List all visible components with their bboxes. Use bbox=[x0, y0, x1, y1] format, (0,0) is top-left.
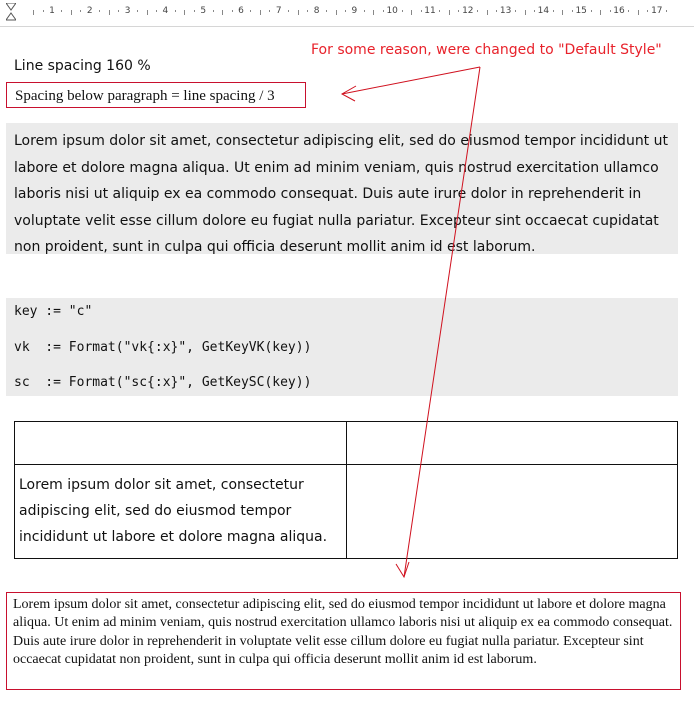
arrow-head-paragraph bbox=[396, 562, 409, 577]
ruler-number: 15 bbox=[575, 6, 587, 16]
ruler-scale bbox=[0, 6, 694, 18]
ruler-tick bbox=[109, 10, 110, 15]
ruler-tick bbox=[411, 10, 412, 15]
ruler-tick bbox=[373, 10, 374, 15]
ruler-tick bbox=[80, 10, 81, 12]
ruler-number: 16 bbox=[613, 6, 625, 16]
code-block bbox=[6, 298, 678, 396]
ruler-tick bbox=[572, 10, 573, 12]
ruler-tick bbox=[260, 10, 261, 15]
ruler-number: 6 bbox=[238, 6, 244, 16]
code-line: vk := Format("vk{:x}", GetKeyVK(key)) bbox=[14, 339, 312, 355]
table-cell[interactable] bbox=[347, 465, 678, 559]
ruler-tick bbox=[421, 10, 422, 12]
ruler-number: 10 bbox=[386, 6, 398, 16]
ruler-tick bbox=[610, 10, 611, 12]
arrow-to-note bbox=[342, 67, 480, 94]
ruler-tick bbox=[628, 10, 629, 12]
default-style-paragraph: Lorem ipsum dolor sit amet, consectetur adipiscing elit, sed do eiusmod tempor incididunt ut labore et dolore magna aliqua. Ut enim ad minim veniam, quis nostrud exercitation ullamco laboris nisi ut aliquip ex ea commodo consequat. Duis aute irure dolor in reprehenderit in voluptate velit esse cillum dolore eu fugiat nulla pariatur. Excepteur sint occaecat cupidatat non proident, sunt in culpa qui officia deserunt mollit anim id est laborum. bbox=[6, 592, 681, 690]
ruler-tick bbox=[553, 10, 554, 12]
shaded-paragraph: Lorem ipsum dolor sit amet, consectetur adipiscing elit, sed do eiusmod tempor incididunt ut labore et dolore magna aliqua. Ut enim ad minim veniam, quis nostrud exercitation ullamco laboris nisi ut aliquip ex ea commodo consequat. Duis aute irure dolor in reprehenderit in voluptate velit esse cillum dolore eu fugiat nulla pariatur. Excepteur sint occaecat cupidatat non proident, sunt in culpa qui officia deserunt mollit anim id est laborum. bbox=[6, 123, 678, 254]
ruler-tick bbox=[591, 10, 592, 12]
table-cell[interactable] bbox=[347, 422, 678, 465]
ruler-tick bbox=[487, 10, 488, 15]
ruler-tick bbox=[250, 10, 251, 12]
ruler-tick bbox=[364, 10, 365, 12]
ruler-tick bbox=[449, 10, 450, 15]
ruler-number: 1 bbox=[49, 6, 55, 16]
table-cell[interactable] bbox=[15, 465, 347, 559]
ruler-tick bbox=[307, 10, 308, 12]
ruler-tick bbox=[147, 10, 148, 15]
spacing-note-text: Spacing below paragraph = line spacing / 3 bbox=[15, 88, 275, 104]
ruler-tick bbox=[269, 10, 270, 12]
ruler-tick bbox=[33, 10, 34, 15]
ruler-tick bbox=[345, 10, 346, 12]
ruler-tick bbox=[137, 10, 138, 12]
ruler-tick bbox=[194, 10, 195, 12]
ruler-tick bbox=[336, 10, 337, 15]
ruler-tick bbox=[383, 10, 384, 12]
ruler-number: 2 bbox=[86, 6, 93, 16]
ruler-number: 11 bbox=[424, 6, 436, 16]
ruler-number: 14 bbox=[537, 6, 550, 16]
table-row bbox=[15, 422, 678, 465]
ruler-tick bbox=[298, 10, 299, 15]
ruler-tick bbox=[477, 10, 478, 12]
code-line: key := "c" bbox=[14, 304, 93, 319]
ruler-tick bbox=[175, 10, 176, 12]
ruler-tick bbox=[666, 10, 667, 12]
ruler-number: 9 bbox=[351, 6, 358, 16]
ruler-tick bbox=[647, 10, 648, 12]
ruler-tick bbox=[562, 10, 563, 15]
ruler-tick bbox=[515, 10, 516, 12]
document-table bbox=[14, 421, 678, 559]
line-spacing-text: Line spacing 160 % bbox=[14, 58, 151, 74]
ruler-tick bbox=[232, 10, 233, 12]
ruler-number: 5 bbox=[200, 6, 207, 16]
ruler-tick bbox=[222, 10, 223, 15]
ruler-tick bbox=[638, 10, 639, 15]
annotation-text: For some reason, were changed to "Default Style" bbox=[311, 42, 662, 58]
ruler-number: 13 bbox=[499, 6, 512, 16]
ruler-tick bbox=[61, 10, 62, 12]
ruler-number: 8 bbox=[313, 6, 320, 16]
ruler-tick bbox=[184, 10, 185, 15]
ruler-tick bbox=[213, 10, 214, 12]
ruler-tick bbox=[458, 10, 459, 12]
ruler-tick bbox=[326, 10, 327, 12]
ruler-tick bbox=[525, 10, 526, 15]
ruler-tick bbox=[43, 10, 44, 12]
ruler-number: 12 bbox=[462, 6, 474, 16]
ruler-tick bbox=[71, 10, 72, 15]
ruler-number: 7 bbox=[275, 6, 282, 16]
ruler-tick bbox=[496, 10, 497, 12]
table-cell[interactable] bbox=[15, 422, 347, 465]
table-row bbox=[15, 465, 678, 559]
table-cell-text: Lorem ipsum dolor sit amet, consectetur adipiscing elit, sed do eiusmod tempor incididunt ut labore et dolore magna aliqua. bbox=[19, 477, 328, 545]
ruler-number: 3 bbox=[124, 6, 131, 16]
code-line: sc := Format("sc{:x}", GetKeySC(key)) bbox=[14, 375, 312, 390]
ruler-tick bbox=[534, 10, 535, 12]
ruler-number: 4 bbox=[162, 6, 169, 16]
ruler-tick bbox=[439, 10, 440, 12]
spacing-note-box bbox=[6, 82, 306, 108]
ruler-tick bbox=[156, 10, 157, 12]
ruler-tick bbox=[288, 10, 289, 12]
horizontal-ruler[interactable] bbox=[0, 0, 694, 27]
ruler-tick bbox=[99, 10, 100, 12]
ruler-tick bbox=[600, 10, 601, 15]
ruler-tick bbox=[118, 10, 119, 12]
arrow-head-note bbox=[342, 86, 356, 101]
ruler-number: 17 bbox=[651, 6, 663, 16]
ruler-tick bbox=[402, 10, 403, 12]
